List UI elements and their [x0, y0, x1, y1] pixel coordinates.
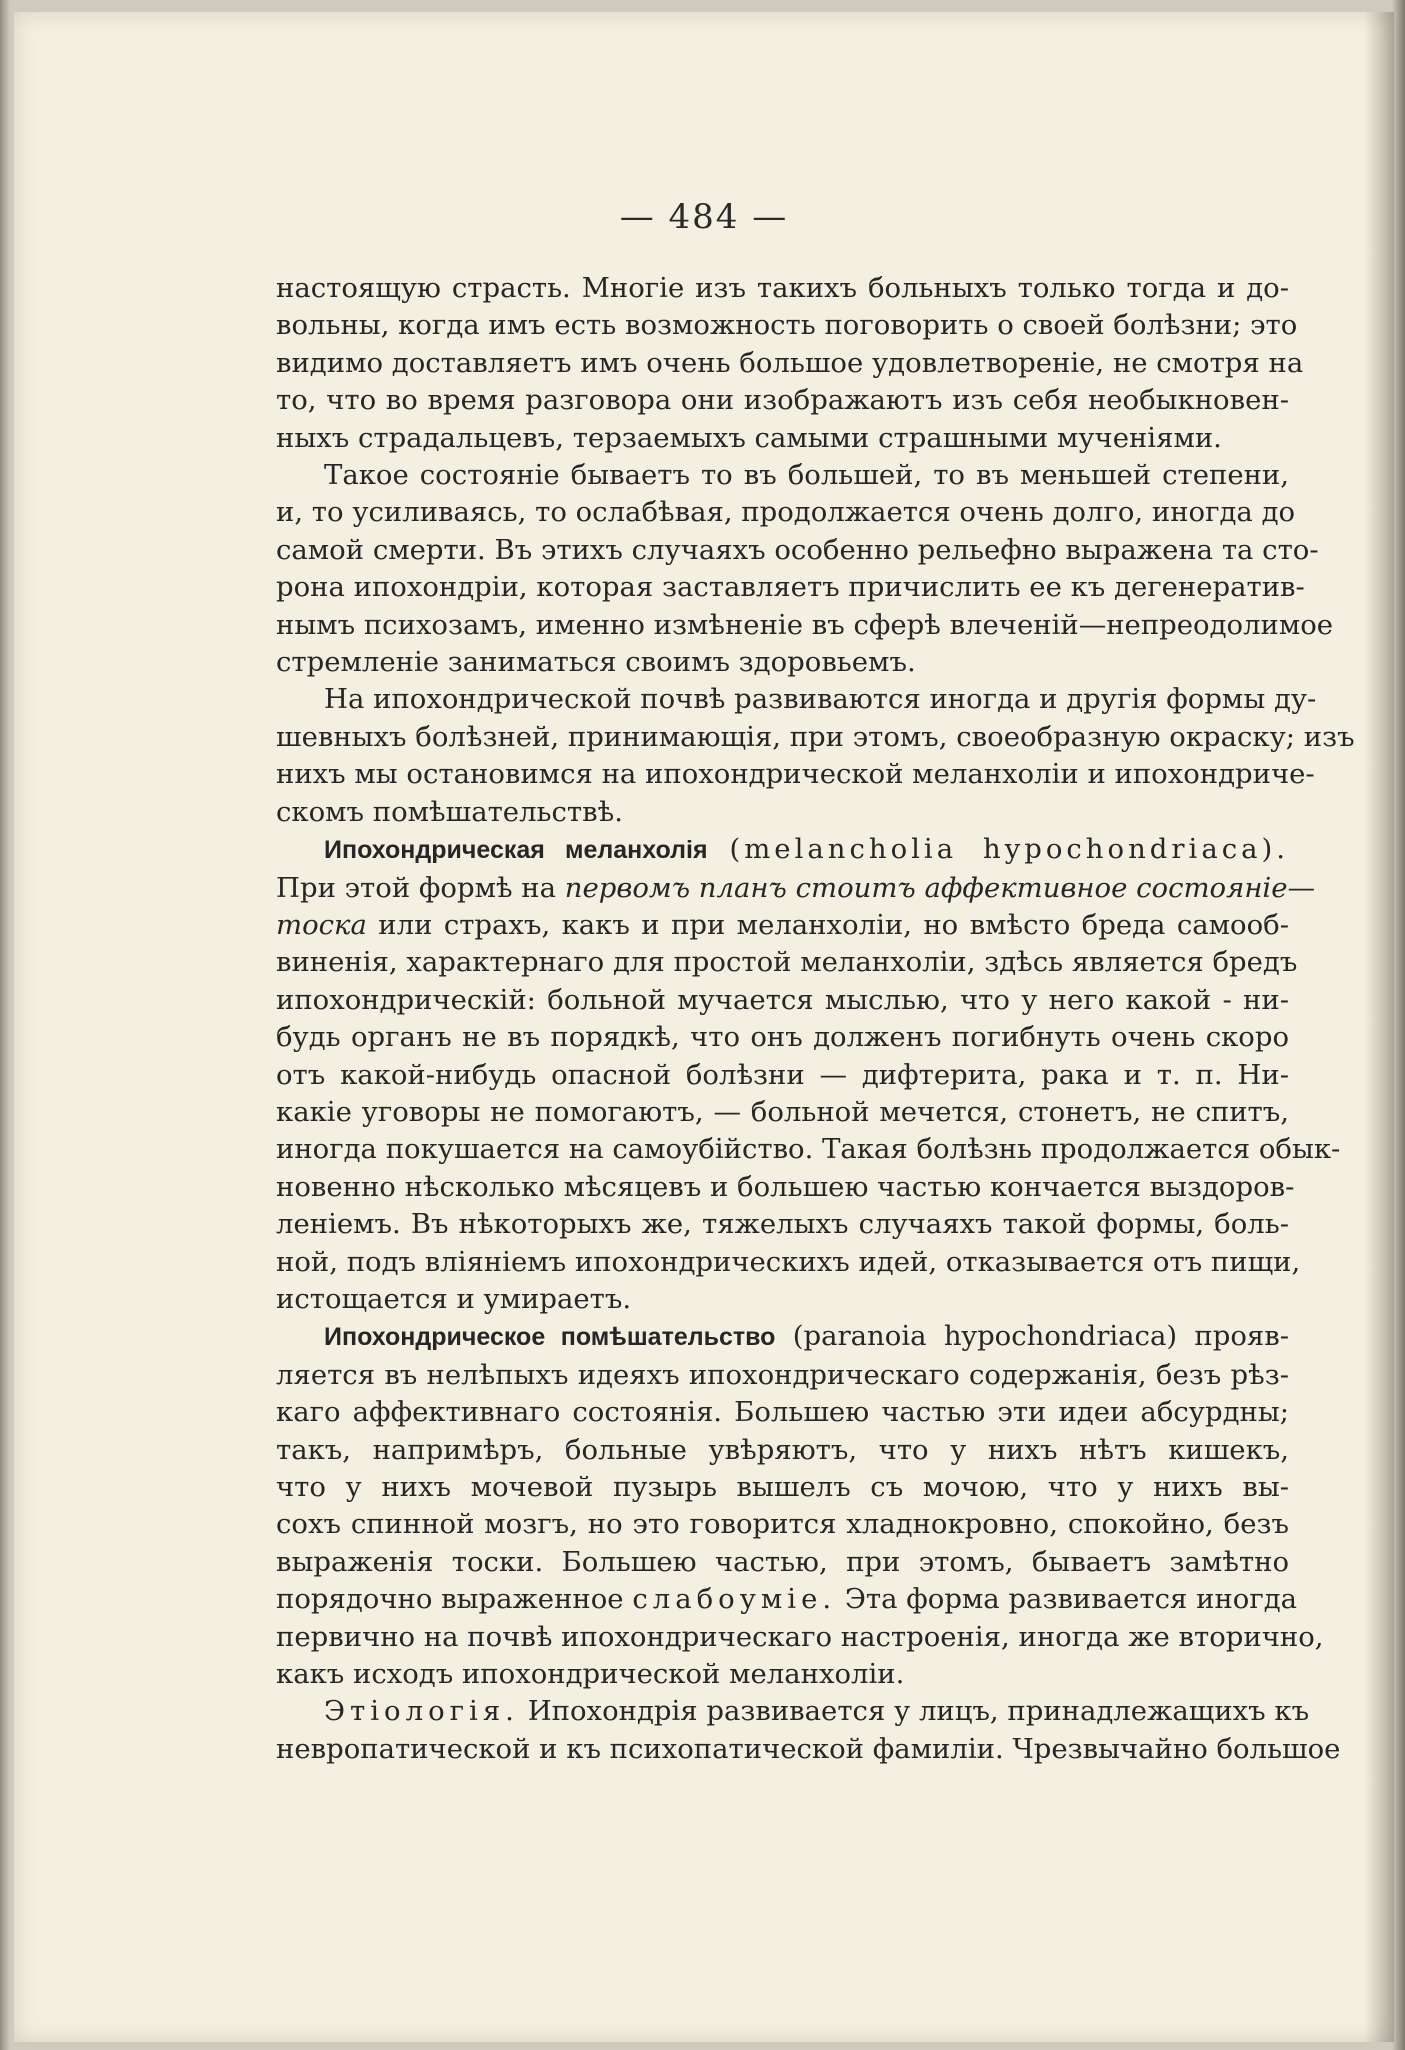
- text-line: нымъ психозамъ, именно измѣненіе въ сферѣ влеченій—непреодолимое: [276, 608, 1334, 641]
- text-line: [276, 870, 1316, 907]
- text-line: самой смерти. Въ этихъ случаяхъ особенно рельефно выражена та сто-: [276, 533, 1319, 566]
- text-line: истощается и умираетъ.: [276, 1282, 632, 1315]
- italic-phrase: первомъ планъ стоитъ аффективное состояніе—: [564, 871, 1316, 904]
- text-line: каго аффективнаго состоянія. Большею частью эти идеи абсурдны;: [276, 1396, 1289, 1429]
- text-line: [276, 1581, 1298, 1618]
- text-line: невропатической и къ психопатической фамиліи. Чрезвычайно большое: [276, 1732, 1341, 1765]
- text-line: такъ, напримѣръ, больные увѣряютъ, что у нихъ нѣтъ кишекъ,: [276, 1433, 1289, 1466]
- text-line: настоящую страсть. Многіе изъ такихъ больныхъ только тогда и до-: [276, 272, 1289, 304]
- text-line: видимо доставляетъ имъ очень большое удовлетвореніе, не смотря на: [276, 346, 1304, 379]
- section-heading-melancholia: Ипохондрическая меланхолія: [324, 836, 708, 865]
- text-line: будь органъ не въ порядкѣ, что онъ долженъ погибнуть очень скоро: [276, 1021, 1289, 1054]
- paragraph-etiology: [276, 1693, 1341, 1768]
- text-line: сохъ спинной мозгъ, но это говорится хладнокровно, спокойно, безъ: [276, 1508, 1289, 1541]
- text-fragment: При этой формѣ на: [276, 871, 557, 904]
- text-line: скомъ помѣшательствѣ.: [276, 795, 623, 828]
- italic-word: тоска: [276, 908, 367, 941]
- text-fragment: Эта форма развивается иногда: [844, 1583, 1298, 1616]
- paragraph-3: [276, 681, 1355, 831]
- text-line: и, то усиливаясь, то ослабѣвая, продолжается очень долго, иногда до: [276, 496, 1296, 529]
- section-heading-paranoia: Ипохондрическое помѣшательство: [324, 1323, 776, 1352]
- text-line: иногда покушается на самоубійство. Такая болѣзнь продолжается обык-: [276, 1133, 1341, 1166]
- text-line: Такое состояніе бываетъ то въ большей, то въ меньшей степени,: [324, 459, 1289, 492]
- paragraph-melancholia: [276, 831, 1341, 1318]
- text-fragment: или страхъ, какъ и при меланхоліи, но вмѣсто бреда самооб-: [378, 908, 1290, 941]
- text-line: ной, подъ вліяніемъ ипохондрическихъ идей, отказывается отъ пищи,: [276, 1245, 1301, 1278]
- text-line: [276, 1318, 1289, 1356]
- section-heading-etiology: Этіологія.: [324, 1695, 519, 1728]
- text-fragment: порядочно выраженное: [276, 1583, 624, 1616]
- text-line: ляется въ нелѣпыхъ идеяхъ ипохондрическаго содержанія, безъ рѣз-: [276, 1358, 1289, 1391]
- latin-term: (melancholia hypochondriaca).: [729, 833, 1289, 866]
- page-number: — 484 —: [619, 197, 789, 237]
- paragraph-2: [276, 457, 1334, 681]
- text-line: [276, 831, 1289, 869]
- book-page: [14, 12, 1394, 2042]
- text-line: виненія, характернаго для простой меланхоліи, здѣсь является бредъ: [276, 946, 1298, 979]
- text-line: выраженія тоски. Большею частью, при этомъ, бываетъ замѣтно: [276, 1545, 1289, 1578]
- text-line: нихъ мы остановимся на ипохондрической меланхоліи и ипохондриче-: [276, 758, 1315, 791]
- latin-term: (paranoia hypochondriaca) прояв-: [792, 1320, 1290, 1353]
- text-line: [276, 1693, 1310, 1730]
- text-line: первично на почвѣ ипохондрическаго настроенія, иногда же вторично,: [276, 1620, 1324, 1653]
- text-line: новенно нѣсколько мѣсяцевъ и большею частью кончается выздоров-: [276, 1170, 1295, 1203]
- text-line: стремленіе заниматься своимъ здоровьемъ.: [276, 646, 916, 679]
- spaced-term: слабоумie.: [632, 1583, 837, 1616]
- paragraph-1: [276, 270, 1304, 457]
- text-line: отъ какой-нибудь опасной болѣзни — дифтерита, рака и т. п. Ни-: [276, 1058, 1289, 1091]
- text-line: рона ипохондріи, которая заставляетъ причислить ее къ дегенератив-: [276, 571, 1305, 604]
- body-text: [276, 270, 1355, 1768]
- text-line: ипохондрическій: больной мучается мыслью, что у него какой - ни-: [276, 983, 1289, 1016]
- text-line: какіе уговоры не помогаютъ, — больной мечется, стонетъ, не спитъ,: [276, 1095, 1289, 1128]
- text-line: леніемъ. Въ нѣкоторыхъ же, тяжелыхъ случаяхъ такой формы, боль-: [276, 1208, 1289, 1241]
- text-line: [276, 907, 1289, 944]
- text-line: На ипохондрической почвѣ развиваются иногда и другія формы ду-: [324, 683, 1317, 716]
- paragraph-paranoia: [276, 1318, 1324, 1693]
- text-line: что у нихъ мочевой пузырь вышелъ съ мочою, что у нихъ вы-: [276, 1471, 1289, 1503]
- text-fragment: Ипохондрія развивается у лицъ, принадлежащихъ къ: [527, 1695, 1310, 1728]
- text-line: то, что во время разговора они изображаютъ изъ себя необыкновен-: [276, 384, 1289, 417]
- text-line: шевныхъ болѣзней, принимающія, при этомъ, своеобразную окраску; изъ: [276, 720, 1355, 753]
- text-line: вольны, когда имъ есть возможность поговорить о своей болѣзни; это: [276, 309, 1298, 342]
- text-line: какъ исходъ ипохондрической меланхоліи.: [276, 1658, 905, 1691]
- text-line: ныхъ страдальцевъ, терзаемыхъ самыми страшными мученіями.: [276, 421, 1222, 454]
